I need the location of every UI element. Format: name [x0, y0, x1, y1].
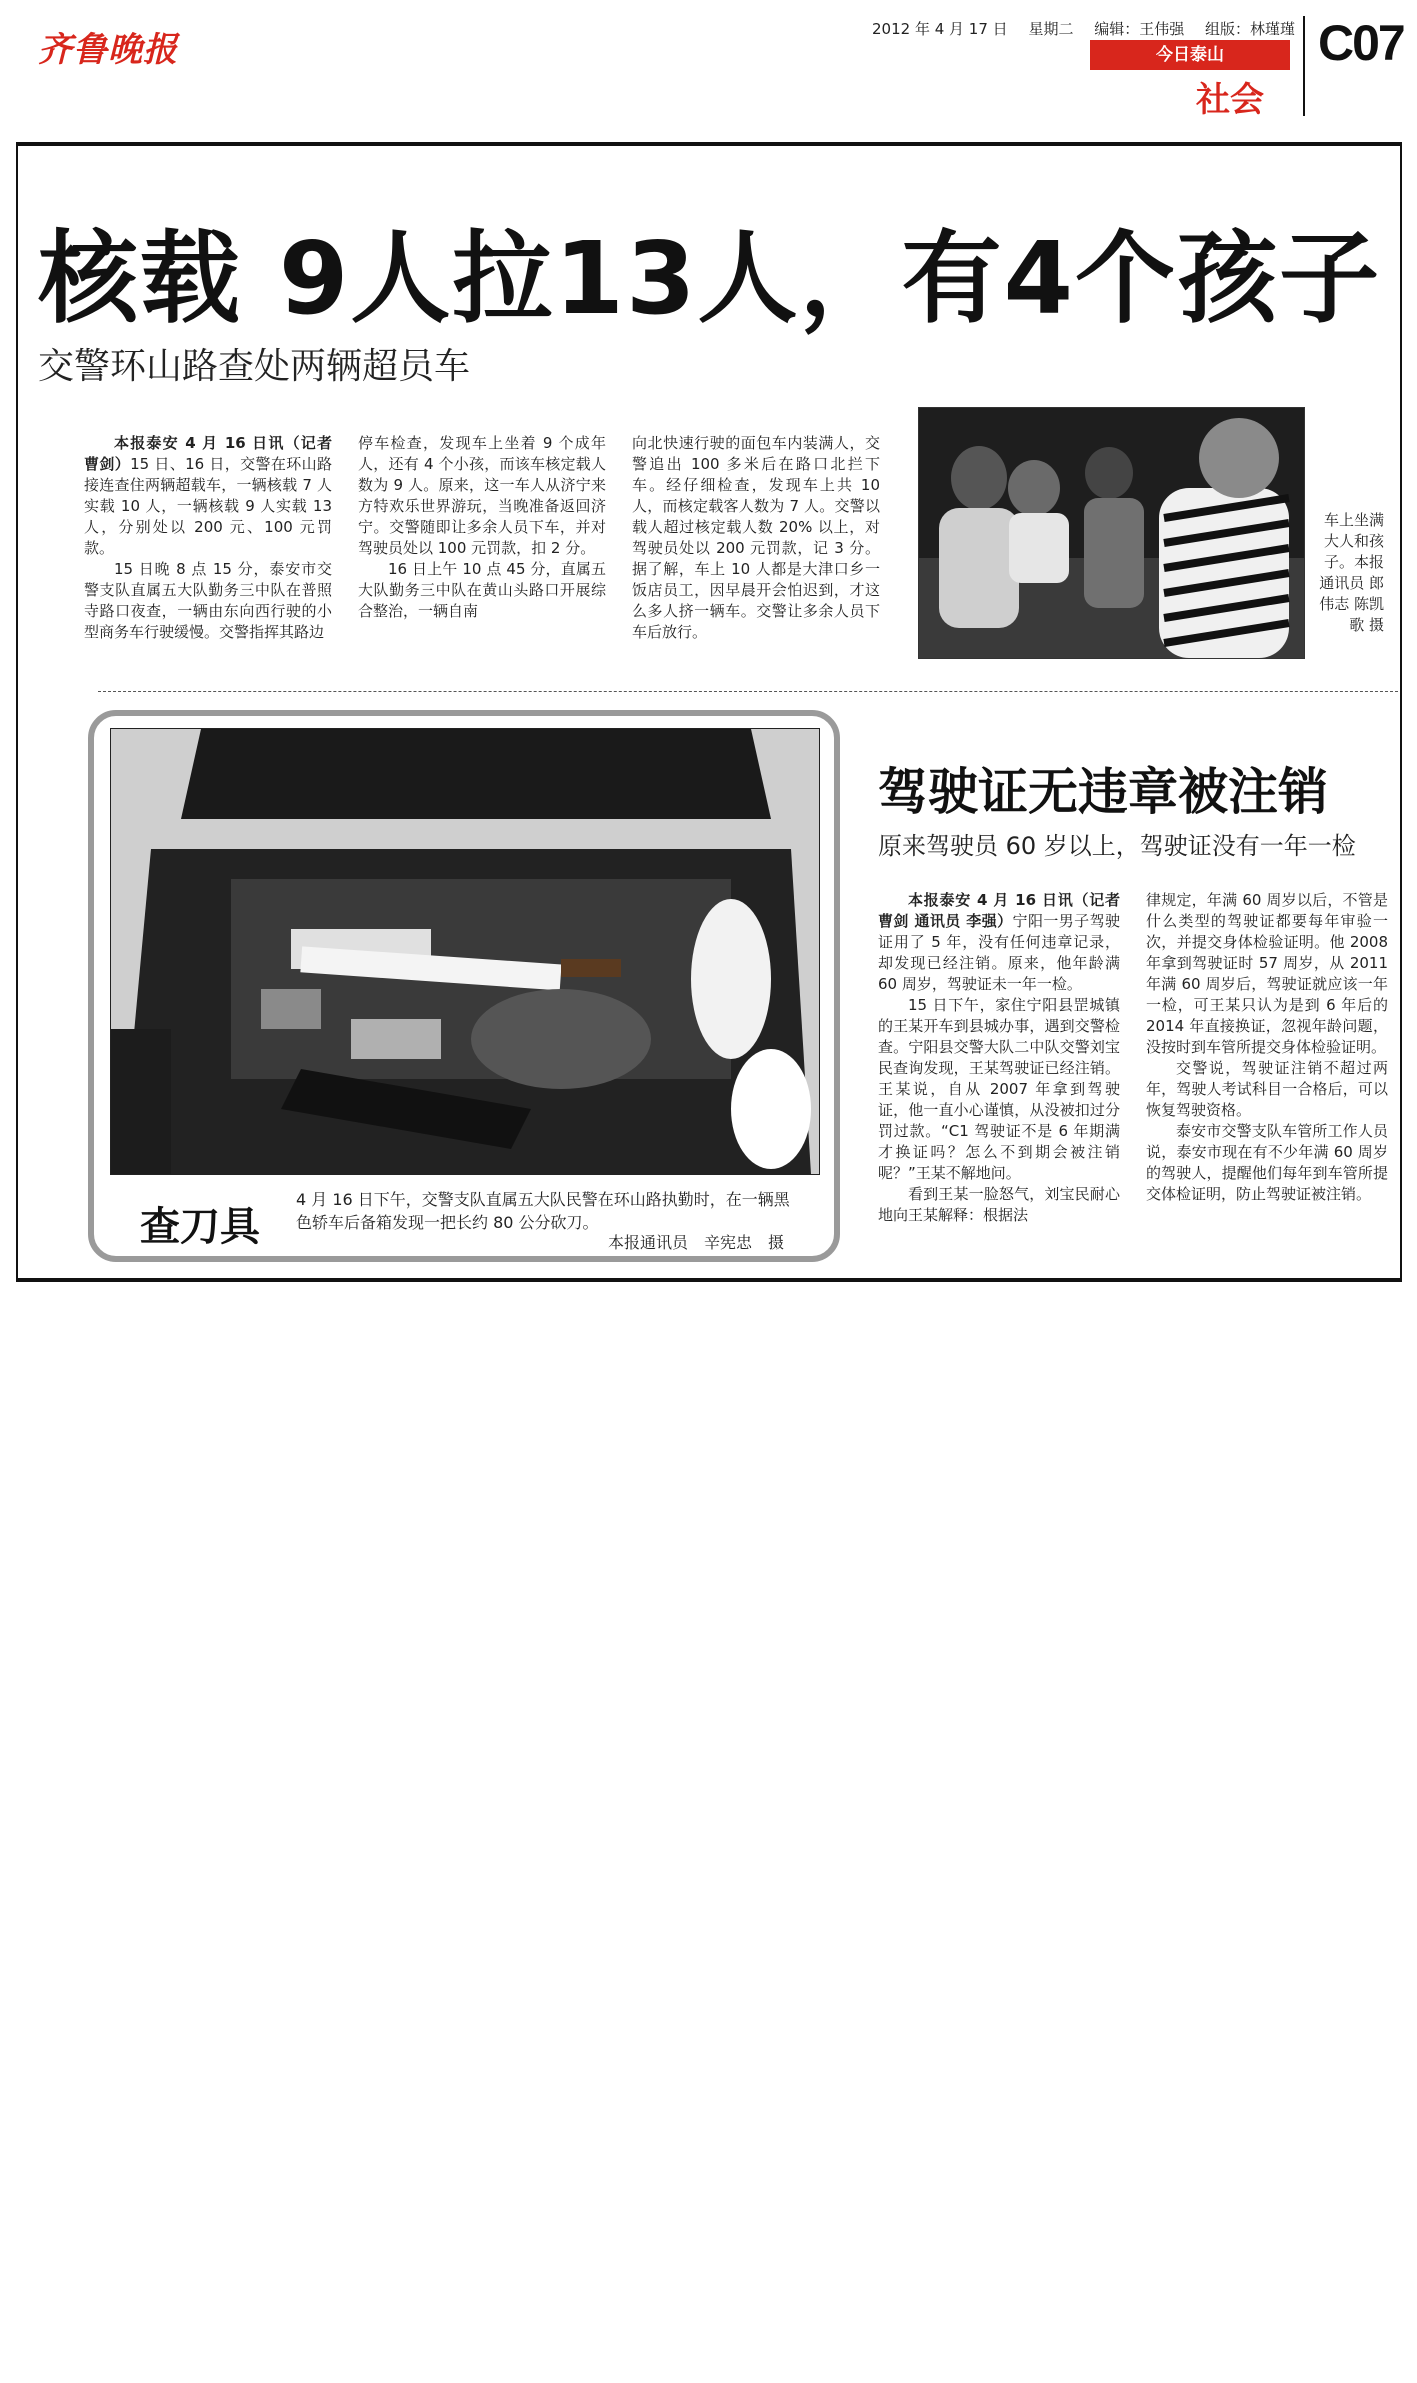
- story1-p2: 15 日晚 8 点 15 分，泰安市交警支队直属五大队勤务三中队在普照寺路口夜查，一辆由东向西行驶的小型商务车行驶缓慢。交警指挥其路边: [84, 560, 332, 641]
- photo-passengers: [918, 407, 1305, 659]
- story1-subhead: 交警环山路查处两辆超员车: [38, 346, 471, 387]
- dateline: [872, 18, 1311, 39]
- knife-photo-caption: 4 月 16 日下午，交警支队直属五大队民警在环山路执勤时，在一辆黑色轿车后备箱发现一把长约 80 公分砍刀。: [296, 1190, 790, 1232]
- story1-lead: 本报泰安 4 月 16 日讯（记者 曹剑）: [84, 434, 332, 473]
- story2-p5: 交警说，驾驶证注销不超过两年，驾驶人考试科目一合格后，可以恢复驾驶资格。: [1146, 1059, 1388, 1119]
- weekday: 星期二: [1028, 20, 1074, 38]
- story1-column-1: [84, 433, 332, 643]
- photo-car-trunk: [110, 728, 820, 1175]
- story2-subhead: 原来驾驶员 60 岁以上，驾驶证没有一年一检: [878, 832, 1356, 860]
- story1-p1: 15 日、16 日，交警在环山路接连查住两辆超载车，一辆核载 7 人实载 10 人，一辆核载 9 人实载 13 人，分别处以 200 元、100 元罚款。: [84, 455, 332, 557]
- story1-p4: 16 日上午 10 点 45 分，直属五大队勤务三中队在黄山头路口开展综合整治，一辆自南: [358, 560, 606, 620]
- story2-p4: 律规定，年满 60 周岁以后，不管是什么类型的驾驶证都要每年审验一次，并提交身体检验证明。他 2008 年拿到驾驶证时 57 周岁，从 2011 年满 60 周岁后，驾驶证就应该一年一检，可王某只认为是到 6 年后的 2014 年直接换证，忽视年龄问题，没按时到车管所提交身体检验证明。: [1146, 891, 1388, 1056]
- knife-photo-credit: 本报通讯员 辛宪忠 摄: [608, 1233, 785, 1252]
- editor: 编辑：王伟强: [1094, 20, 1185, 38]
- story1-p5: 向北快速行驶的面包车内装满人，交警追出 100 多米后在路口北拦下车。经仔细检查，发现车上共 10 人，而核定载客人数为 7 人。交警以载人超过核定载人数 20% 以上，对驾驶员处以 200 元罚款，记 3 分。据了解，车上 10 人都是大津口乡一饭店员工，因早晨开会怕迟到，才这么多人挤一辆车。交警让多余人员下车后放行。: [632, 434, 880, 641]
- section-tab: 今日泰山: [1090, 40, 1290, 70]
- story2-headline: 驾驶证无违章被注销: [878, 763, 1328, 821]
- story2-p3: 看到王某一脸怒气，刘宝民耐心地向王某解释：根据法: [878, 1185, 1120, 1224]
- knife-photo-title: 查刀具: [140, 1204, 260, 1250]
- story1-headline: 核载 9人拉13人，有4个孩子: [38, 220, 1382, 337]
- header-divider: [1303, 16, 1305, 116]
- date: 2012 年 4 月 17 日: [872, 20, 1008, 38]
- layout-editor: 组版：林瑾瑾: [1205, 20, 1296, 38]
- story1-column-3: [632, 433, 880, 643]
- section-name: 社会: [1196, 80, 1264, 120]
- story2-column-2: [1146, 890, 1388, 1205]
- photo-car-trunk-image: [111, 729, 819, 1174]
- photo-passengers-image: [919, 408, 1304, 658]
- story2-p1: 宁阳一男子驾驶证用了 5 年，没有任何违章记录，却发现已经注销。原来，他年龄满 60 周岁，驾驶证未一年一检。: [878, 912, 1120, 993]
- story2-p6: 泰安市交警支队车管所工作人员说，泰安市现在有不少年满 60 周岁的驾驶人，提醒他们每年到车管所提交体检证明，防止驾驶证被注销。: [1146, 1122, 1388, 1203]
- page-number: C07: [1318, 15, 1404, 71]
- story2-lead: 本报泰安 4 月 16 日讯（记者 曹剑 通讯员 李强）: [878, 891, 1120, 930]
- story2-column-1: [878, 890, 1120, 1226]
- story2-p2: 15 日下午，家住宁阳县罡城镇的王某开车到县城办事，遇到交警检查。宁阳县交警大队二中队交警刘宝民查询发现，王某驾驶证已经注销。王某说，自从 2007 年拿到驾驶证，他一直小心谨慎，从没被扣过分罚过款。“C1 驾驶证不是 6 年期满才换证吗？怎么不到期会被注销呢？”王某不解地问。: [878, 996, 1120, 1182]
- newspaper-logo: 齐鲁晚报: [38, 30, 178, 70]
- story1-p3: 停车检查，发现车上坐着 9 个成年人，还有 4 个小孩，而该车核定载人数为 9 人。原来，这一车人从济宁来方特欢乐世界游玩，当晚准备返回济宁。交警随即让多余人员下车，并对驾驶员处以 100 元罚款，扣 2 分。: [358, 434, 606, 557]
- photo-passengers-caption: 车上坐满大人和孩子。本报通讯员 郎伟志 陈凯歌 摄: [1319, 511, 1384, 634]
- dashed-divider: [98, 691, 1398, 692]
- story1-column-2: [358, 433, 606, 622]
